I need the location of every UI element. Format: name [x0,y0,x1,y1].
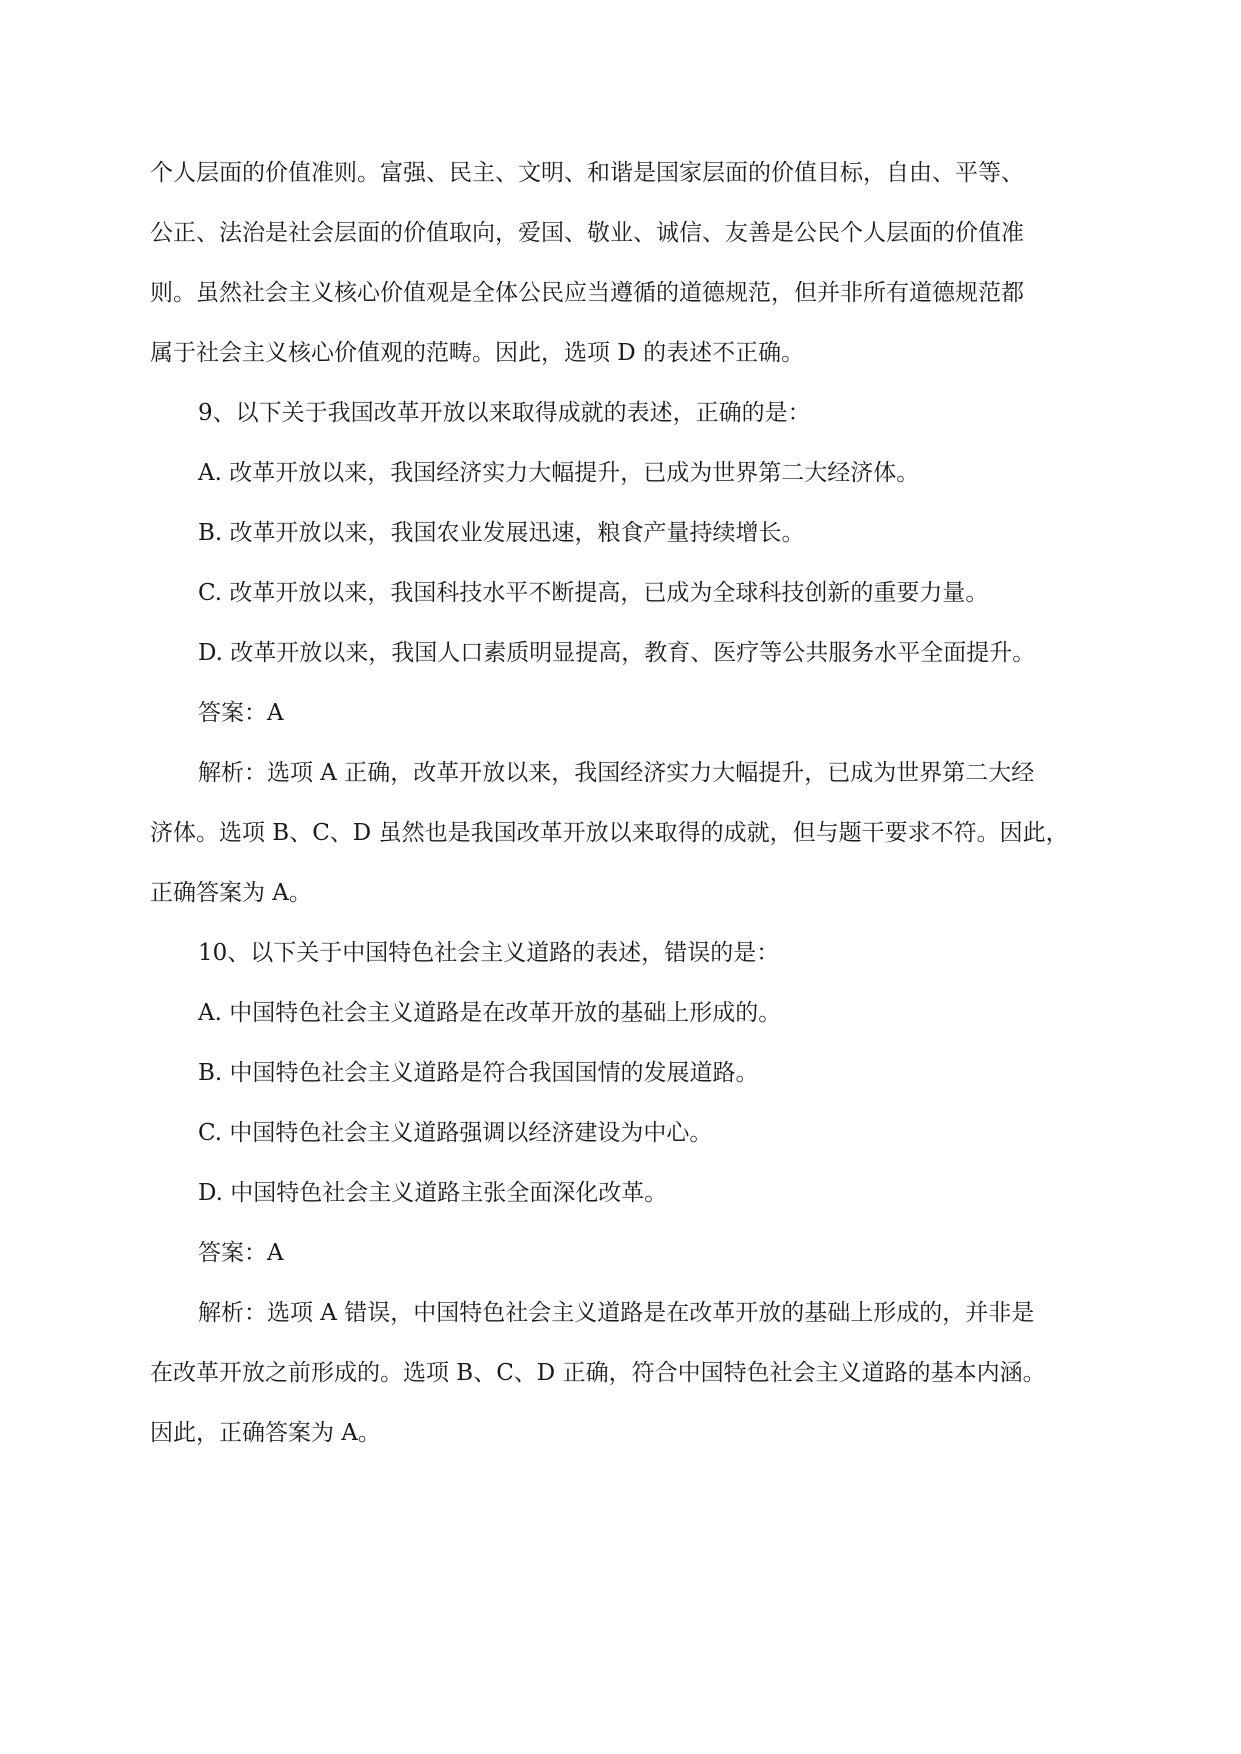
analysis-line: 解析：选项 A 错误，中国特色社会主义道路是在改革开放的基础上形成的，并非是 [198,1300,1035,1326]
question-10 [150,923,1100,1463]
option-a: A. 中国特色社会主义道路是在改革开放的基础上形成的。 [198,1000,782,1026]
answer: 答案：A [198,1240,284,1266]
analysis-line: 解析：选项 A 正确，改革开放以来，我国经济实力大幅提升，已成为世界第二大经 [198,760,1035,786]
page-content [150,143,1100,1463]
analysis-line: 因此，正确答案为 A。 [150,1420,381,1446]
option-d: D. 改革开放以来，我国人口素质明显提高，教育、医疗等公共服务水平全面提升。 [198,640,1036,666]
previous-analysis-continuation [150,143,1100,383]
answer: 答案：A [198,700,284,726]
question-9 [150,383,1100,923]
option-b: B. 中国特色社会主义道路是符合我国国情的发展道路。 [198,1060,759,1086]
paragraph-line: 个人层面的价值准则。富强、民主、文明、和谐是国家层面的价值目标，自由、平等、 [150,160,1024,186]
option-b: B. 改革开放以来，我国农业发展迅速，粮食产量持续增长。 [198,520,805,546]
analysis-line: 在改革开放之前形成的。选项 B、C、D 正确，符合中国特色社会主义道路的基本内涵。 [150,1360,1046,1386]
question-stem: 10、以下关于中国特色社会主义道路的表述，错误的是： [198,940,780,966]
option-c: C. 中国特色社会主义道路强调以经济建设为中心。 [198,1120,713,1146]
analysis-line: 济体。选项 B、C、D 虽然也是我国改革开放以来取得的成就，但与题干要求不符。因此， [150,820,1069,846]
option-a: A. 改革开放以来，我国经济实力大幅提升，已成为世界第二大经济体。 [198,460,920,486]
option-c: C. 改革开放以来，我国科技水平不断提高，已成为全球科技创新的重要力量。 [198,580,989,606]
paragraph-line: 则。虽然社会主义核心价值观是全体公民应当遵循的道德规范，但并非所有道德规范都 [150,280,1024,306]
paragraph-line: 属于社会主义核心价值观的范畴。因此，选项 D 的表述不正确。 [150,340,805,366]
option-d: D. 中国特色社会主义道路主张全面深化改革。 [198,1180,668,1206]
analysis-line: 正确答案为 A。 [150,880,312,906]
question-stem: 9、以下关于我国改革开放以来取得成就的表述，正确的是： [198,400,811,426]
paragraph-line: 公正、法治是社会层面的价值取向，爱国、敬业、诚信、友善是公民个人层面的价值准 [150,220,1024,246]
